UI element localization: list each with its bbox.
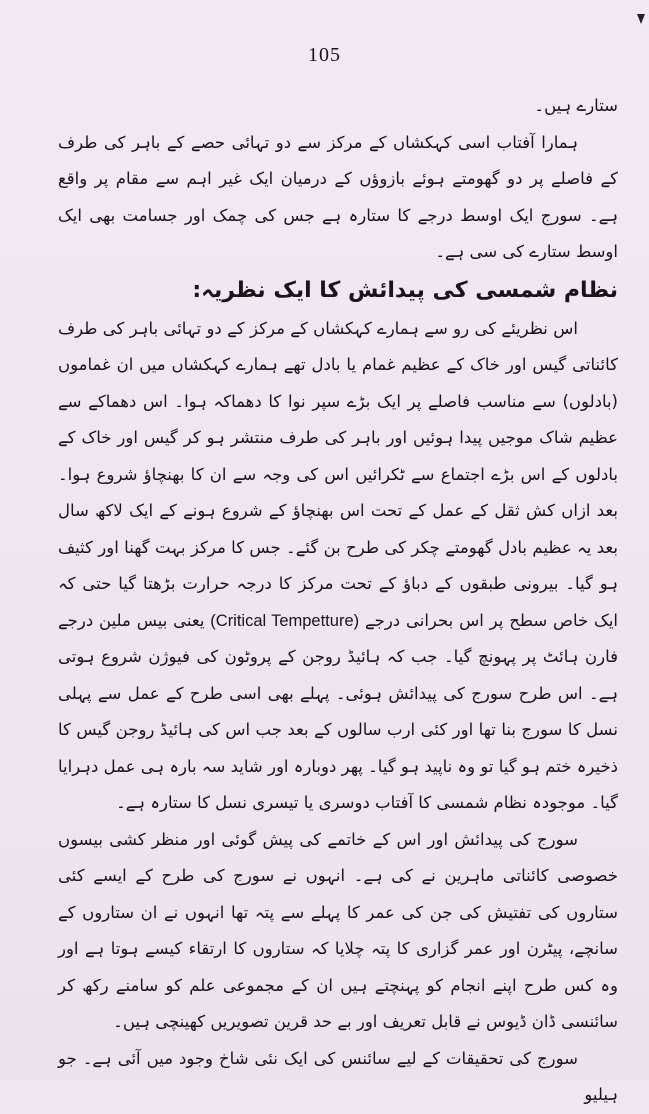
page-body: [58, 88, 618, 1114]
paragraph-theory: [58, 311, 618, 822]
section-heading: نظام شمسی کی پیدائش کا ایک نظریہ:: [192, 277, 618, 303]
paragraph-sun-position: ہمارا آفتاب اسی کہکشاں کے مرکز سے دو تہائی حصے کے باہر کی طرف کے فاصلے پر دو گھومتے ہوئے بازوؤں کے درمیان ایک غیر اہم سے مقام پر واقع ہے۔ سورج ایک اوسط درجے کا ستارہ ہے جس کی چمک اور جسامت بھی ایک اوسط ستارے کی سی ہے۔: [58, 132, 618, 261]
paragraph-helio: سورج کی تحقیقات کے لیے سائنس کی ایک نئی شاخ وجود میں آئی ہے۔ جو ہیلیو: [58, 1048, 618, 1104]
paragraph-predictions: سورج کی پیدائش اور اس کے خاتمے کی پیش گوئی اور منظر کشی بیسوں خصوصی کائناتی ماہرین نے کی ہے۔ انہوں نے سورج کی طرح کے ایسے کئی ستاروں کی تفتیش کی جن کی عمر کا پہلے سے پتہ تھا انہوں نے ان ستاروں کے سانچے، پیٹرن اور عمر گزاری کا پتہ چلایا کہ ستاروں کا ارتقاء کیسے ہوتا ہے اور وہ کس طرح اپنے انجام کو پہنچتے ہیں ان کے مجموعی علم کو سامنے رکھ کر سائنسی ڈان ڈیوس نے قابل تعریف اور بے حد قرین تصویریں کھینچی ہیں۔: [58, 829, 618, 1031]
line-tail: ستارے ہیں۔: [534, 96, 618, 115]
paragraph-theory-part2: یعنی بیس ملین درجے فارن ہائٹ پر پہونچ گیا۔ جب کہ ہائیڈ روجن کے پروٹون کی فیوژن شروع ہوتی ہے۔ اس طرح سورج کی پیدائش ہوئی۔ پہلے بھی اسی طرح کے عمل سے پہلی نسل کا سورج بنا تھا اور کئی ارب سالوں کے بعد جب اس کی ہائیڈ روجن گیس کا ذخیرہ ختم ہو گیا تو وہ ناپید ہو گیا۔ پھر دوبارہ اور شاید سہ بارہ ہی عمل دہرایا گیا۔ موجودہ نظام شمسی کا آفتاب دوسری یا تیسری نسل کا ستارہ ہے۔: [58, 610, 618, 812]
paragraph-theory-part1: اس نظریئے کی رو سے ہمارے کہکشاں کے مرکز کے دو تہائی باہر کی طرف کائناتی گیس اور خاک کے عظیم غمام یا بادل تھے ہمارے کہکشاں میں ان غماموں (بادلوں) سے مناسب فاصلے پر ایک بڑے سپر نوا کا دھماکہ ہوا۔ اس دھماکے سے عظیم شاک موجیں پیدا ہوئیں اور باہر کی طرف منتشر ہو کر گیس اور خاک کے بادلوں کے اس بڑے اجتماع سے ٹکرائیں اس کی وجہ سے ان کا بھنچاؤ شروع ہوا۔ بعد ازاں کش ثقل کے عمل کے تحت اس بھنچاؤ کے شروع ہونے کے ایک لاکھ سال بعد یہ عظیم بادل گھومتے چکر کی طرح بن گئے۔ جس کا مرکز بہت گھنا اور کثیف ہو گیا۔ بیرونی طبقوں کے دباؤ کے تحت مرکز کا درجہ حرارت بڑھتا گیا حتی کہ ایک خاص سطح پر اس بحرانی درجے: [58, 318, 618, 630]
critical-temperature-term: (Critical Tempetture): [210, 611, 360, 630]
corner-mark: [637, 14, 645, 24]
page-number: 105: [308, 44, 341, 66]
